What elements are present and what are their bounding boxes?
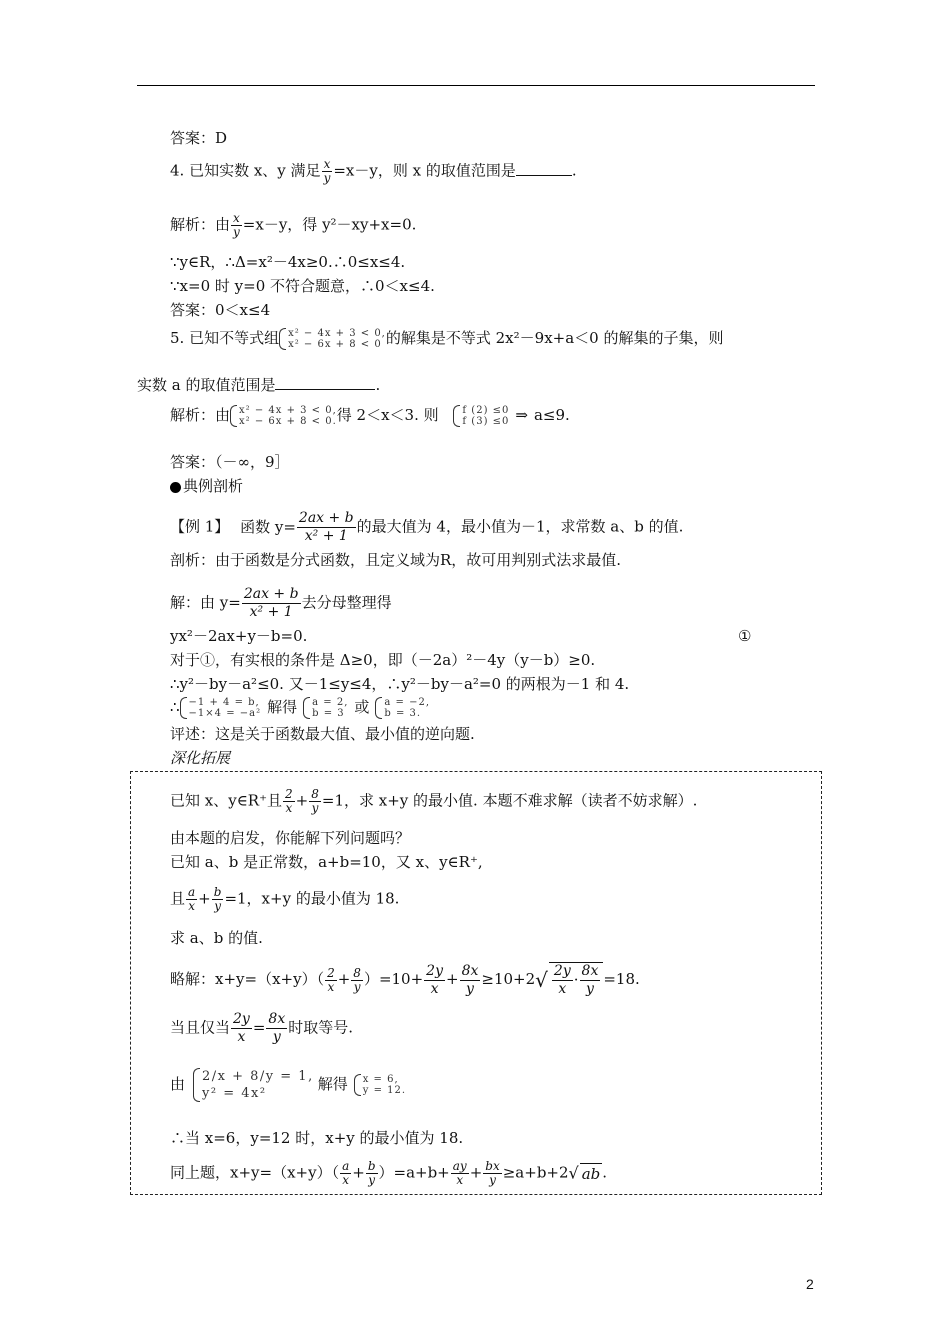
box-system-d: 2/x + 8/y = 1, y² = 4x² — [193, 1068, 314, 1102]
q5-inequality-system: x² − 4x + 3 < 0, x² − 6x + 8 < 0 — [279, 328, 386, 350]
sol4-answer: 答案：0＜x≤4 — [170, 301, 271, 319]
sol4-line1: 解析：由 $\frac{x}{y}$ =x－y，得 y²－xy+x=0. — [170, 211, 417, 239]
box-line1: 已知 x、y∈R⁺且 $\frac{2}{x}$ + $\frac{8}{y}$ =1，求 x+y 的最小值. 本题不难求解（读者不妨求解）. — [170, 787, 698, 815]
box-system-e: x = 6, y = 12. — [354, 1074, 406, 1096]
sol4-fraction: $\frac{x}{y}$ — [233, 211, 240, 239]
question-5-line2: 实数 a 的取值范围是 . — [137, 376, 381, 394]
sol5-answer: 答案：（－∞，9］ — [170, 453, 290, 471]
page-number: 2 — [806, 1276, 814, 1292]
ex1-system-c: a = −2, b = 3. — [375, 697, 430, 719]
ex1-system-a: −1 + 4 = b, −1×4 = −a² — [180, 697, 262, 719]
box-line4: 且 $\frac{a}{x}$ + $\frac{b}{y}$ =1，x+y 的最小值为 18. — [170, 885, 400, 913]
ex1-comment: 评述：这是关于函数最大值、最小值的逆向题. — [170, 725, 475, 743]
header-rule — [137, 85, 815, 86]
box-line3: 已知 a、b 是正常数，a+b=10，又 x、y∈R⁺, — [170, 853, 483, 871]
example-label: 【例 1】 — [170, 517, 230, 536]
q4-blank — [516, 161, 572, 176]
question-4: 4. 已知实数 x、y 满足 $\frac{x}{y}$ =x－y，则 x 的取值范围是 . — [170, 157, 577, 185]
sqrt-icon: √ — [535, 968, 548, 992]
ex1-analysis: 剖析：由于函数是分式函数，且定义域为R，故可用判别式法求最值. — [170, 551, 622, 569]
question-5: 5. 已知不等式组 x² − 4x + 3 < 0, x² − 6x + 8 < 0 的解集是不等式 2x²－9x+a＜0 的解集的子集，则 — [170, 328, 724, 350]
bullet-icon — [170, 482, 181, 493]
sol5-system-2: f (2) ≤0 f (3) ≤0 — [453, 405, 509, 427]
deep-title: 深化拓展 — [170, 749, 231, 767]
ex1-condition: 对于①，有实根的条件是 Δ≥0，即（－2a）²－4y（y－b）≥0. — [170, 651, 596, 669]
ex1-solution-fraction: $\frac{2ax + b}{\text{x² + 1}}$ — [243, 586, 299, 620]
answer-d: 答案：D — [170, 129, 228, 147]
box-line5: 求 a、b 的值. — [170, 929, 263, 947]
q4-text-post: =x－y，则 x 的取值范围是 — [333, 161, 516, 180]
ex1-step: ∴y²－by－a²≤0. 又－1≤y≤4，∴y²－by－a²=0 的两根为－1 和 4. — [170, 675, 630, 693]
ex1-solution: 解：由 y= $\frac{2ax + b}{\text{x² + 1}}$ 去分母整理得 — [170, 586, 392, 620]
box-line10: 同上题，x+y=（x+y）（ $\frac{a}{x}$ + $\frac{b}{y}$ ）=a+b+ $\frac{ay}{x}$ + $\frac{bx}{y}$ ≥a+b+2√ ab . — [170, 1159, 608, 1187]
q4-fraction: $\frac{x}{y}$ — [323, 157, 331, 185]
box-line2: 由本题的启发，你能解下列问题吗？ — [170, 829, 411, 847]
ex1-system-b: a = 2, b = 3 — [303, 697, 348, 719]
ex1-fraction: $\frac{2ax + b}{\text{x² + 1}}$ — [298, 510, 354, 544]
sol4-line3: ∵x=0 时 y=0 不符合题意，∴0＜x≤4. — [170, 277, 435, 295]
section-title: 典例剖析 — [170, 476, 243, 496]
q4-text: 4. 已知实数 x、y 满足 — [170, 161, 321, 180]
sol4-line2: ∵y∈R，∴Δ=x²－4x≥0.∴0≤x≤4. — [170, 253, 406, 271]
ex1-solve-line: ∴ −1 + 4 = b, −1×4 = −a² 解得 a = 2, b = 3 或 a = −2, b = 3. — [170, 697, 431, 719]
equation-number: ① — [738, 627, 752, 645]
box-line6: 略解：x+y=（x+y）（ $\frac{2}{x}$ + $\frac{8}{y}$ ）=10+ $\frac{2y}{x}$ + $\frac{8x}{y}$ ≥10+2√ $\frac{2y}{x}$ · $\frac{8x}{y}$ =18. — [170, 962, 640, 997]
q5-blank — [275, 375, 375, 390]
example-1: 【例 1】 函数 y= $\frac{2ax + b}{\text{x² + 1}}$ 的最大值为 4，最小值为－1，求常数 a、b 的值. — [170, 510, 684, 544]
box-line7: 当且仅当 $\frac{2y}{x}$ = $\frac{8x}{y}$ 时取等号. — [170, 1011, 354, 1045]
box-line8: 由 2/x + 8/y = 1, y² = 4x² 解得 x = 6, y = 12. — [170, 1069, 407, 1101]
sol5-system-1: x² − 4x + 3 < 0, x² − 6x + 8 < 0. — [230, 405, 337, 427]
sol5-line1: 解析：由 x² − 4x + 3 < 0, x² − 6x + 8 < 0. 得 2＜x＜3. 则 f (2) ≤0 f (3) ≤0 ⇒ a≤9. — [170, 405, 570, 427]
sqrt-icon: √ — [568, 1163, 579, 1183]
box-line9: ∴当 x=6，y=12 时，x+y 的最小值为 18. — [170, 1129, 464, 1147]
ex1-equation: yx²－2ax+y－b=0. — [170, 627, 308, 645]
